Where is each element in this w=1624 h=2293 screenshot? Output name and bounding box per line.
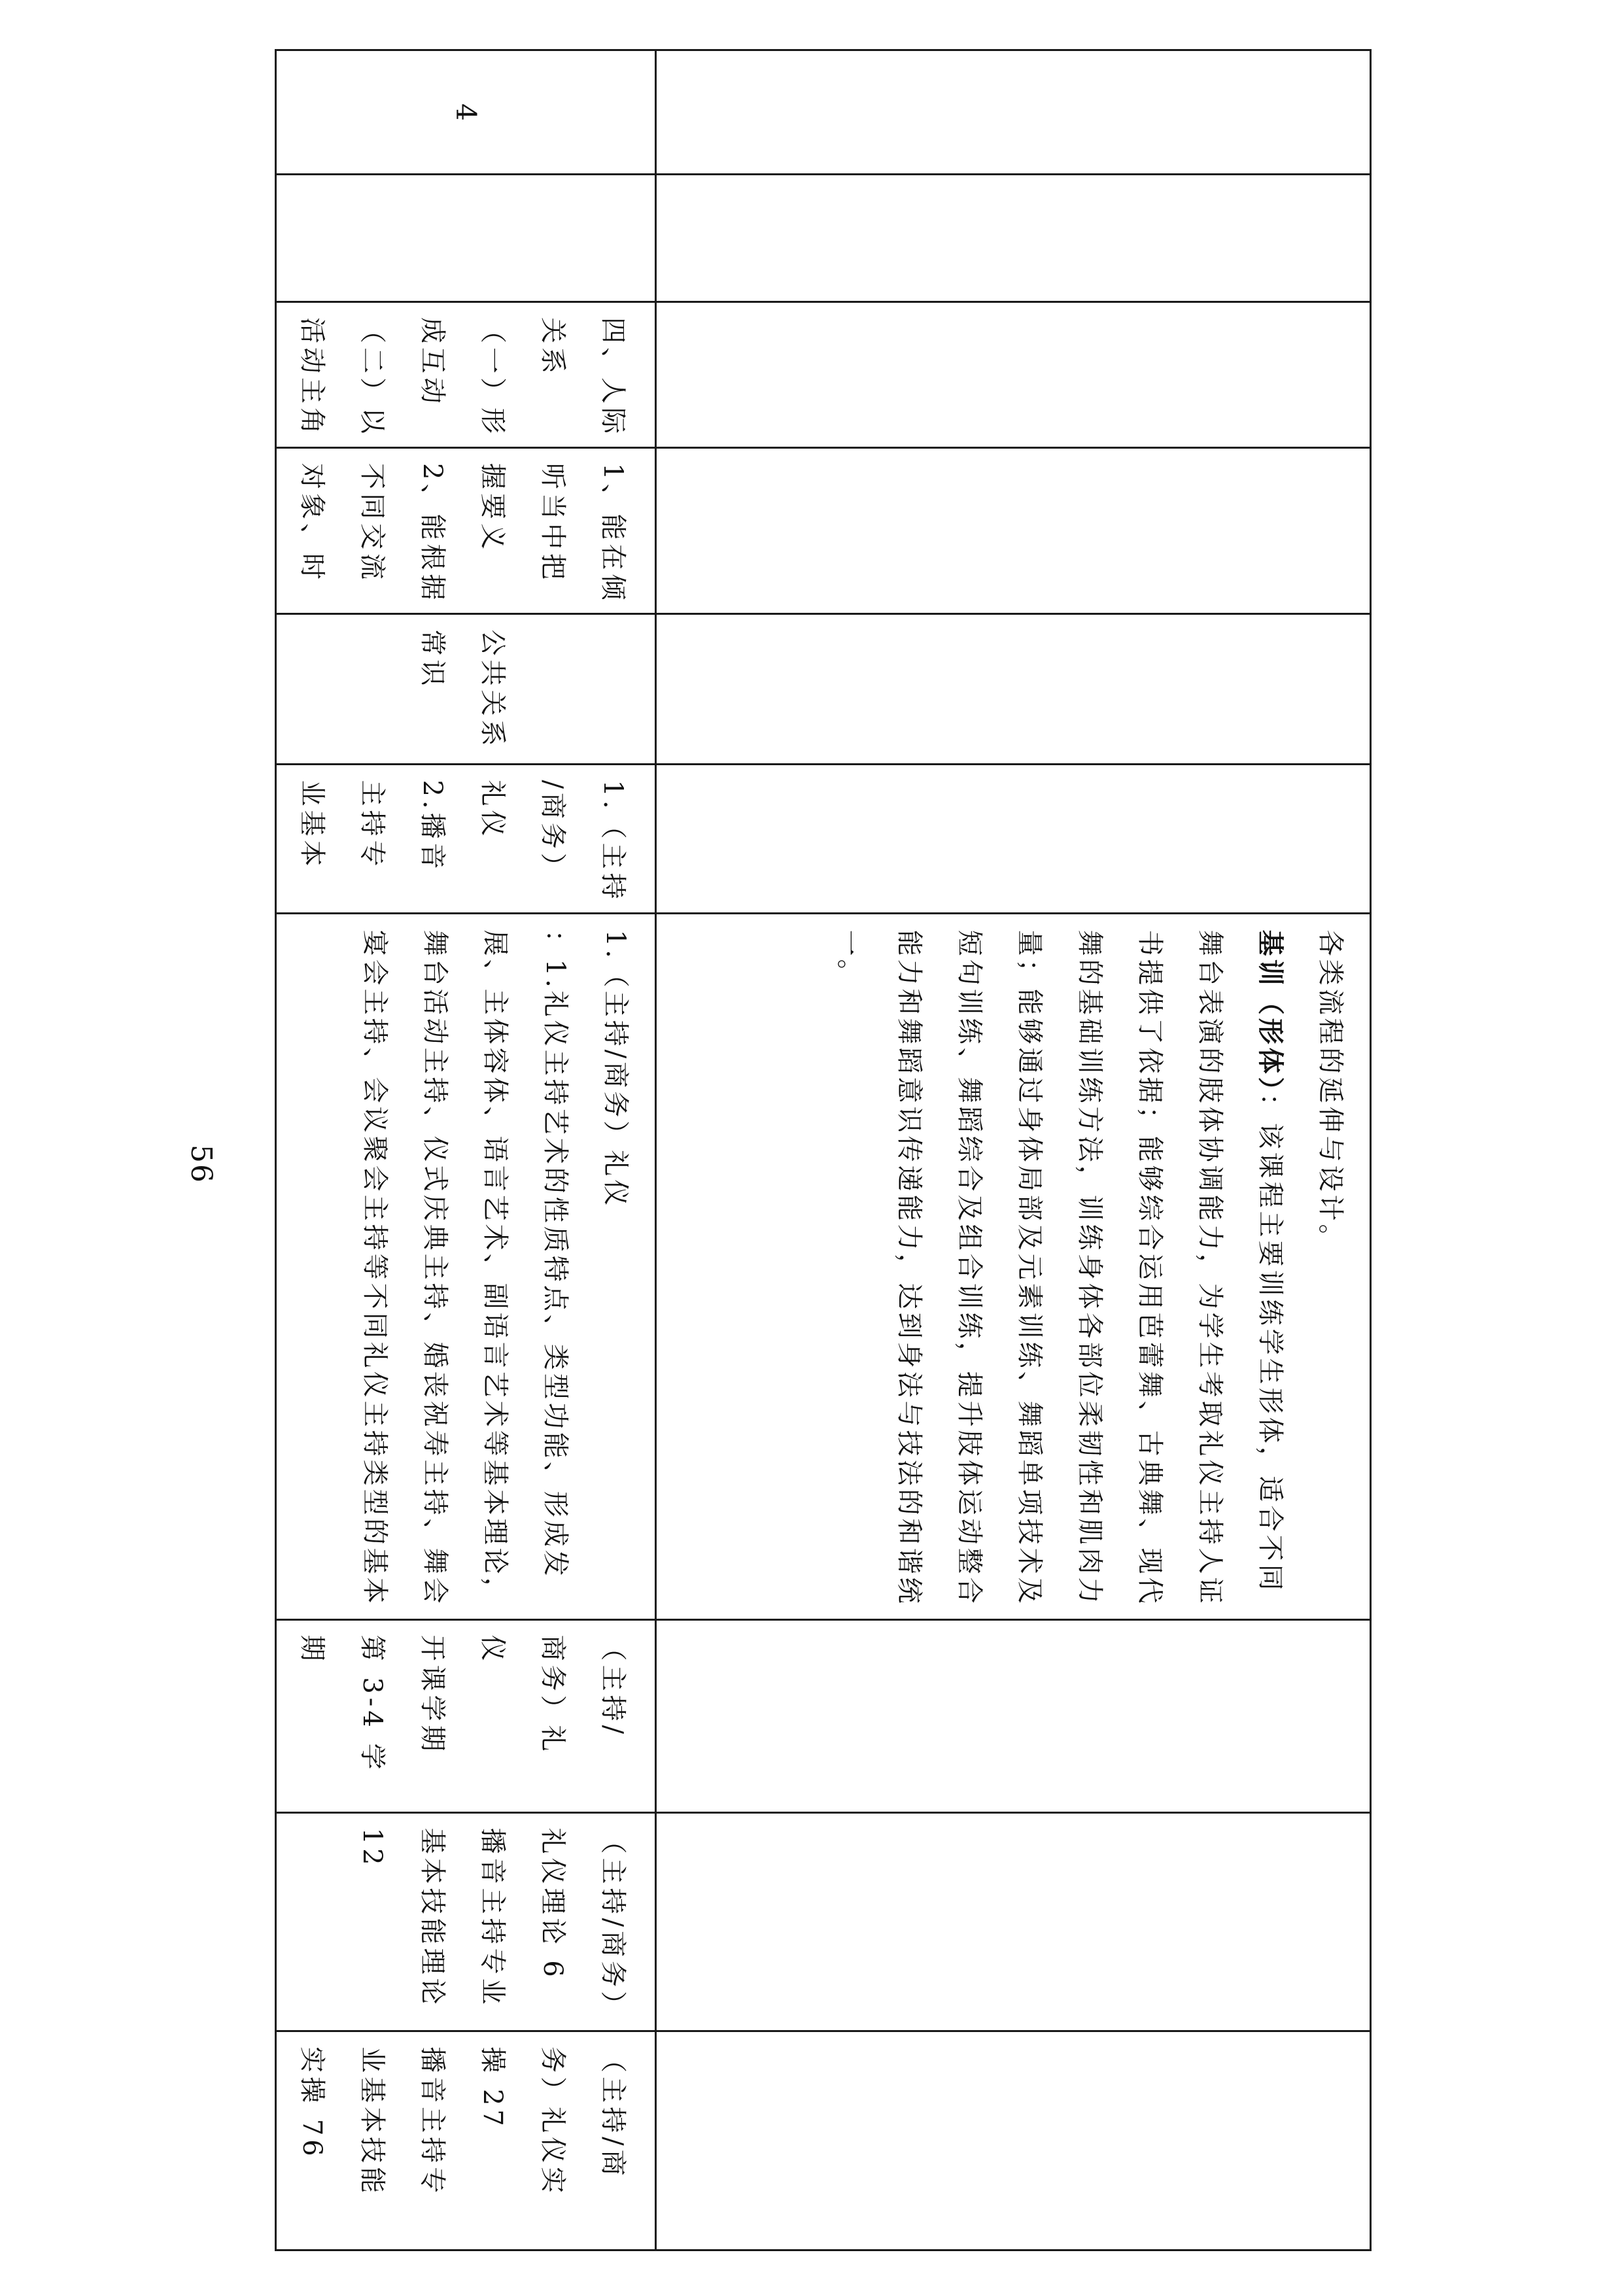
ability-line: 对象、时 — [297, 463, 327, 583]
cell-ability — [276, 448, 656, 614]
cell-top-semester — [656, 1619, 1371, 1812]
curriculum-table — [275, 49, 1372, 2251]
content-paragraph-1: 各类流程的延伸与设计。 — [1315, 929, 1345, 1254]
ability-line: 2、能根据 — [417, 463, 447, 604]
theory-line: 12 — [357, 1827, 387, 1869]
cell-content — [276, 913, 656, 1619]
ability-line: 握要义 — [477, 463, 508, 553]
cell-top-content — [656, 913, 1371, 1619]
cell-theory-hours — [276, 1812, 656, 2031]
theory-line: 礼仪理论 6 — [538, 1827, 568, 1981]
cell-module — [276, 302, 656, 448]
knowledge-line — [583, 629, 643, 754]
theory-line: （主持/商务） — [598, 1827, 628, 2022]
semester-line: 开课学期 — [417, 1634, 447, 1755]
content-paragraph-2-rest: ：该课程主要训练学生形体，适合不同舞台表演的肢体协调能力，为学生考取礼仪主持人证书提供了依据；能够综合运用芭蕾舞、古典舞、现代舞的基础训练方法，训练身体各部位柔韧性和肌肉力量；能够通过身体局部及元素训练、舞蹈单项技术及短句训练、舞蹈综合及组合训练，提升肢体运动整合能力和舞蹈意识传递能力，达到身法与技法的和谐统一。 — [834, 929, 1285, 1607]
practice-line: 操 27 — [477, 2046, 508, 2130]
ability-line: 不同交流 — [357, 463, 387, 583]
module-line: （一）形 — [477, 317, 508, 438]
module-line: 活动主角 — [297, 317, 327, 438]
cell-top-no — [656, 50, 1371, 175]
row-number: 4 — [450, 103, 482, 121]
table-row-top — [656, 50, 1371, 2250]
cell-practice-hours — [276, 2031, 656, 2250]
practice-line: 业基本技能 — [357, 2046, 387, 2198]
semester-line: 仪 — [477, 1634, 508, 1665]
ability-line: 听当中把 — [538, 463, 568, 583]
table-row-bottom — [276, 50, 656, 2250]
course-line: /商务） — [538, 780, 568, 883]
semester-line: 商务）礼 — [538, 1634, 568, 1755]
cell-top-module — [656, 302, 1371, 448]
knowledge-line — [523, 629, 583, 754]
content-body: ：1.礼仪主持艺术的性质特点、类型功能、形成发展、主体容体、语言艺术、副语言艺术等基本理论，舞台活动主持、仪式庆典主持、婚丧祝寿主持、舞会宴会主持、会议聚会主持等不同礼仪主持类型的基本 — [360, 929, 570, 1607]
knowledge-line: 公共关系 — [477, 629, 508, 750]
practice-line: 实操 76 — [297, 2046, 327, 2160]
content-paragraph-2 — [819, 930, 1300, 1607]
course-line: 2.播音 — [417, 780, 447, 873]
cell-row-number — [276, 50, 656, 175]
semester-line: 期 — [297, 1634, 327, 1665]
cell-top-practice — [656, 2031, 1371, 2250]
cell-knowledge — [276, 614, 656, 765]
ability-line: 1、能在倾 — [598, 463, 628, 604]
theory-line: 基本技能理论 — [417, 1827, 447, 2009]
practice-line: （主持/商 — [598, 2046, 628, 2180]
module-line: （二）以 — [357, 317, 387, 438]
course-title-bold: 基训（形体） — [1255, 929, 1286, 1094]
semester-line: 第 3-4 学 — [357, 1634, 387, 1774]
course-line: 礼仪 — [477, 780, 508, 840]
course-line: 主持专 — [357, 780, 387, 871]
cell-top-course — [656, 765, 1371, 913]
module-line: 四、人际 — [598, 317, 628, 438]
cell-top-knowledge — [656, 614, 1371, 765]
content-heading: 1.（主持/商务）礼仪 — [600, 929, 631, 1209]
cell-top-theory — [656, 1812, 1371, 2031]
cell-top-ability — [656, 448, 1371, 614]
theory-line: 播音主持专业 — [477, 1827, 508, 2009]
course-line: 业基本 — [297, 780, 327, 871]
knowledge-line: 常识 — [417, 629, 447, 690]
practice-line: 播音主持专 — [417, 2046, 447, 2198]
cell-top-blank-1 — [656, 175, 1371, 302]
page-number: 56 — [184, 1145, 218, 1184]
module-line: 关系 — [538, 317, 568, 377]
module-line: 成互动 — [417, 317, 447, 407]
practice-line: 务）礼仪实 — [538, 2046, 568, 2198]
course-line: 1.（主持 — [598, 780, 628, 903]
cell-bottom-blank-1 — [276, 175, 656, 302]
cell-semester — [276, 1619, 656, 1812]
semester-line: （主持/ — [598, 1634, 628, 1738]
cell-course — [276, 765, 656, 913]
